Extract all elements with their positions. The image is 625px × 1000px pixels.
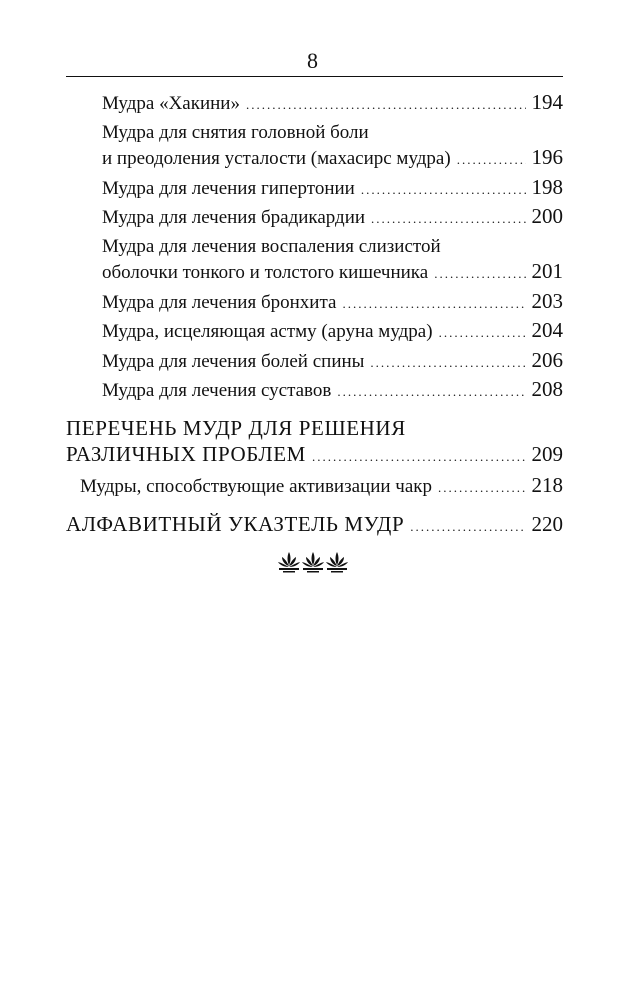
toc-entry-page: 196 <box>531 145 563 169</box>
toc-entry-title-line: Мудра для лечения воспаления слизистой <box>102 235 441 257</box>
toc-entry-page: 208 <box>531 377 563 401</box>
toc-entry[interactable] <box>66 204 563 232</box>
toc-entry-page: 203 <box>531 288 563 313</box>
toc-entry-title: Мудра для лечения болей спины <box>102 350 365 372</box>
leader-dots <box>246 92 526 118</box>
toc-entry[interactable] <box>66 289 563 317</box>
lotus-flower-ornament-icon <box>0 548 625 579</box>
toc-section-page: 220 <box>531 511 563 536</box>
leader-dots <box>371 206 525 232</box>
toc-entry[interactable] <box>66 348 563 376</box>
toc-entry[interactable] <box>66 90 563 118</box>
toc-entry[interactable] <box>66 318 563 346</box>
header-rule <box>66 76 563 77</box>
leader-dots <box>410 514 525 540</box>
toc-entry-title: Мудра, исцеляющая астму (аруна мудра) <box>102 321 433 342</box>
toc-entry-title: Мудра для лечения бронхита <box>102 291 337 313</box>
toc-entry-page: 198 <box>531 174 563 199</box>
toc-subsection-title: Мудры, способствующие активизации чакр <box>80 475 433 497</box>
leader-dots <box>370 350 525 376</box>
leader-dots <box>337 379 525 405</box>
toc-entry-title: и преодоления усталости (махасирс мудра) <box>102 148 451 169</box>
toc-section[interactable] <box>66 441 563 470</box>
toc-entry-title: оболочки тонкого и толстого кишечника <box>102 262 429 283</box>
page-number: 8 <box>307 48 318 73</box>
toc-entry[interactable] <box>66 377 563 405</box>
toc-entry[interactable] <box>66 175 563 203</box>
leader-dots <box>439 320 526 346</box>
leader-dots <box>312 444 526 470</box>
toc-subsection[interactable] <box>66 472 563 501</box>
toc-entry-title: Мудра «Хакини» <box>102 93 240 114</box>
toc-section[interactable] <box>66 511 563 540</box>
toc-section-title: АЛФАВИТНЫЙ УКАЗТЕЛЬ МУДР <box>66 511 405 536</box>
toc-entry-title: Мудра для лечения гипертонии <box>102 177 355 199</box>
toc-entry-page: 194 <box>531 90 563 114</box>
toc-entry-page: 206 <box>531 347 563 372</box>
toc-entry-title: Мудра для лечения суставов <box>102 380 332 401</box>
toc-entry-page: 204 <box>531 318 563 342</box>
toc-entry[interactable] <box>66 145 563 173</box>
toc-entry-title-line: Мудра для снятия головной боли <box>102 121 369 143</box>
toc-entry-page: 200 <box>531 204 563 228</box>
toc-entry-page: 201 <box>531 259 563 283</box>
toc-subsection-page: 218 <box>531 472 563 497</box>
leader-dots <box>434 261 525 287</box>
toc-section-title-line: ПЕРЕЧЕНЬ МУДР ДЛЯ РЕШЕНИЯ <box>66 415 406 440</box>
table-of-contents <box>66 90 563 540</box>
toc-entry[interactable] <box>66 259 563 287</box>
leader-dots <box>457 147 526 173</box>
leader-dots <box>438 475 525 501</box>
leader-dots <box>361 177 526 203</box>
toc-entry-title: Мудра для лечения брадикардии <box>102 207 366 228</box>
toc-section-title: РАЗЛИЧНЫХ ПРОБЛЕМ <box>66 441 306 466</box>
toc-section-page: 209 <box>531 441 563 466</box>
leader-dots <box>342 291 525 317</box>
